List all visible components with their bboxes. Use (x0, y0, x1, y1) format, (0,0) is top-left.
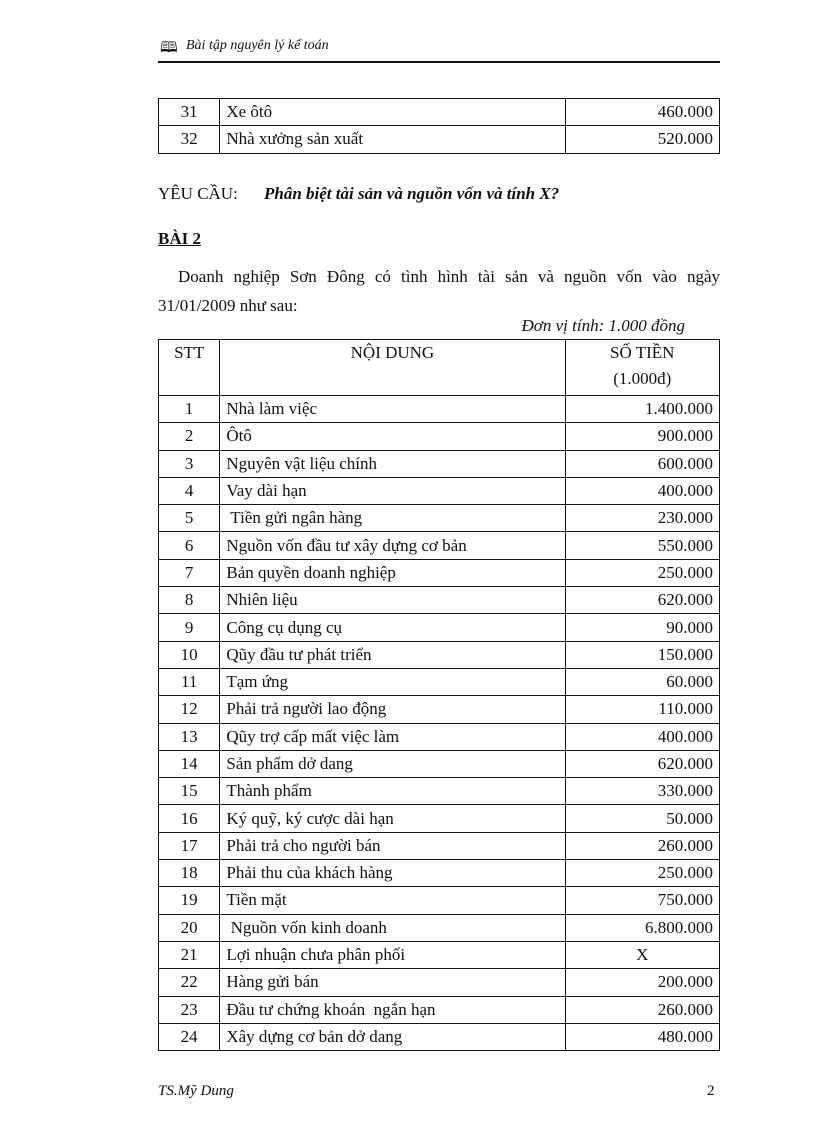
table-row (159, 423, 720, 450)
row-stt: 32 (159, 126, 220, 153)
row-amount: 620.000 (565, 587, 720, 614)
row-stt: 5 (159, 505, 220, 532)
row-desc: Công cụ dụng cụ (220, 614, 565, 641)
row-stt: 2 (159, 423, 220, 450)
table-row (159, 450, 720, 477)
row-desc: Bản quyền doanh nghiệp (220, 559, 565, 586)
row-stt: 20 (159, 914, 220, 941)
row-amount: X (565, 941, 720, 968)
table-row (159, 996, 720, 1023)
row-amount: 480.000 (565, 1023, 720, 1050)
row-amount: 260.000 (565, 832, 720, 859)
row-stt: 6 (159, 532, 220, 559)
row-desc: Ký quỹ, ký cược dài hạn (220, 805, 565, 832)
row-stt: 24 (159, 1023, 220, 1050)
row-stt: 31 (159, 99, 220, 126)
row-stt: 1 (159, 396, 220, 423)
requirement-text: Phân biệt tài sản và nguồn vốn và tính X? (264, 184, 560, 203)
table-row (159, 532, 720, 559)
row-stt: 12 (159, 696, 220, 723)
row-desc: Qũy đầu tư phát triển (220, 641, 565, 668)
unit-note: Đơn vị tính: 1.000 đồng (521, 316, 685, 335)
table-row (159, 887, 720, 914)
row-amount: 50.000 (565, 805, 720, 832)
book-icon: 🕮 (160, 40, 178, 56)
row-amount: 520.000 (565, 126, 720, 153)
row-amount: 6.800.000 (565, 914, 720, 941)
row-stt: 17 (159, 832, 220, 859)
row-amount: 620.000 (565, 750, 720, 777)
row-stt: 8 (159, 587, 220, 614)
row-desc: Hàng gửi bán (220, 969, 565, 996)
row-desc: Tiền mặt (220, 887, 565, 914)
row-stt: 3 (159, 450, 220, 477)
asset-table (158, 339, 720, 1051)
row-amount: 60.000 (565, 668, 720, 695)
table-row (159, 723, 720, 750)
row-stt: 10 (159, 641, 220, 668)
requirement (158, 184, 559, 204)
row-amount: 110.000 (565, 696, 720, 723)
table-row (159, 696, 720, 723)
row-desc: Sản phẩm dở dang (220, 750, 565, 777)
row-desc: Xe ôtô (220, 99, 565, 126)
footer-author: TS.Mỹ Dung (158, 1083, 234, 1099)
row-desc: Nguồn vốn đầu tư xây dựng cơ bản (220, 532, 565, 559)
row-desc: Lợi nhuận chưa phân phối (220, 941, 565, 968)
row-amount: 260.000 (565, 996, 720, 1023)
page-number: 2 (707, 1083, 715, 1099)
top-table (158, 98, 720, 154)
row-amount: 250.000 (565, 860, 720, 887)
row-stt: 13 (159, 723, 220, 750)
requirement-label: YÊU CẦU: (158, 184, 238, 203)
table-row (159, 969, 720, 996)
row-amount: 90.000 (565, 614, 720, 641)
row-stt: 9 (159, 614, 220, 641)
table-row (159, 914, 720, 941)
header-rule (158, 61, 720, 63)
table-header-row (159, 340, 720, 396)
row-desc: Phải trả người lao động (220, 696, 565, 723)
row-desc: Phải trả cho người bán (220, 832, 565, 859)
table-row (159, 805, 720, 832)
row-amount: 250.000 (565, 559, 720, 586)
row-stt: 19 (159, 887, 220, 914)
row-amount: 400.000 (565, 477, 720, 504)
row-desc: Phải thu của khách hàng (220, 860, 565, 887)
table-row (159, 778, 720, 805)
table-row (159, 99, 720, 126)
row-stt: 15 (159, 778, 220, 805)
header-amount (565, 340, 720, 396)
row-stt: 23 (159, 996, 220, 1023)
row-amount: 1.400.000 (565, 396, 720, 423)
row-amount: 460.000 (565, 99, 720, 126)
row-amount: 330.000 (565, 778, 720, 805)
row-amount: 200.000 (565, 969, 720, 996)
row-desc: Đầu tư chứng khoán ngắn hạn (220, 996, 565, 1023)
header-stt: STT (159, 340, 220, 396)
intro-paragraph: Doanh nghiệp Sơn Đông có tình hình tài sản và nguồn vốn vào ngày 31/01/2009 như sau: (158, 267, 720, 315)
row-desc: Nhà làm việc (220, 396, 565, 423)
table-row (159, 126, 720, 153)
row-desc: Nhà xưởng sản xuất (220, 126, 565, 153)
header-amount-line1: SỐ TIỀN (610, 343, 675, 362)
table-row (159, 941, 720, 968)
row-stt: 16 (159, 805, 220, 832)
row-desc: Thành phẩm (220, 778, 565, 805)
table-row (159, 505, 720, 532)
table-row (159, 396, 720, 423)
table-row (159, 477, 720, 504)
row-desc: Nguồn vốn kinh doanh (220, 914, 565, 941)
table-row (159, 614, 720, 641)
row-amount: 150.000 (565, 641, 720, 668)
row-stt: 18 (159, 860, 220, 887)
row-desc: Nhiên liệu (220, 587, 565, 614)
row-amount: 750.000 (565, 887, 720, 914)
row-amount: 230.000 (565, 505, 720, 532)
row-stt: 21 (159, 941, 220, 968)
page-header (158, 34, 720, 62)
row-desc: Ôtô (220, 423, 565, 450)
row-amount: 400.000 (565, 723, 720, 750)
row-stt: 14 (159, 750, 220, 777)
row-amount: 600.000 (565, 450, 720, 477)
row-stt: 22 (159, 969, 220, 996)
table-row (159, 860, 720, 887)
row-desc: Xây dựng cơ bản dở dang (220, 1023, 565, 1050)
row-stt: 4 (159, 477, 220, 504)
exercise-title: BÀI 2 (158, 229, 201, 248)
row-desc: Vay dài hạn (220, 477, 565, 504)
table-row (159, 559, 720, 586)
header-title: Bài tập nguyên lý kế toán (186, 38, 329, 53)
table-row (159, 832, 720, 859)
table-row (159, 1023, 720, 1050)
row-desc: Tiền gửi ngân hàng (220, 505, 565, 532)
row-desc: Qũy trợ cấp mất việc làm (220, 723, 565, 750)
table-row (159, 750, 720, 777)
row-desc: Nguyên vật liệu chính (220, 450, 565, 477)
header-amount-line2: (1.000đ) (613, 369, 672, 388)
table-row (159, 668, 720, 695)
table-row (159, 587, 720, 614)
header-desc: NỘI DUNG (220, 340, 565, 396)
row-desc: Tạm ứng (220, 668, 565, 695)
row-amount: 550.000 (565, 532, 720, 559)
row-amount: 900.000 (565, 423, 720, 450)
row-stt: 11 (159, 668, 220, 695)
table-row (159, 641, 720, 668)
row-stt: 7 (159, 559, 220, 586)
